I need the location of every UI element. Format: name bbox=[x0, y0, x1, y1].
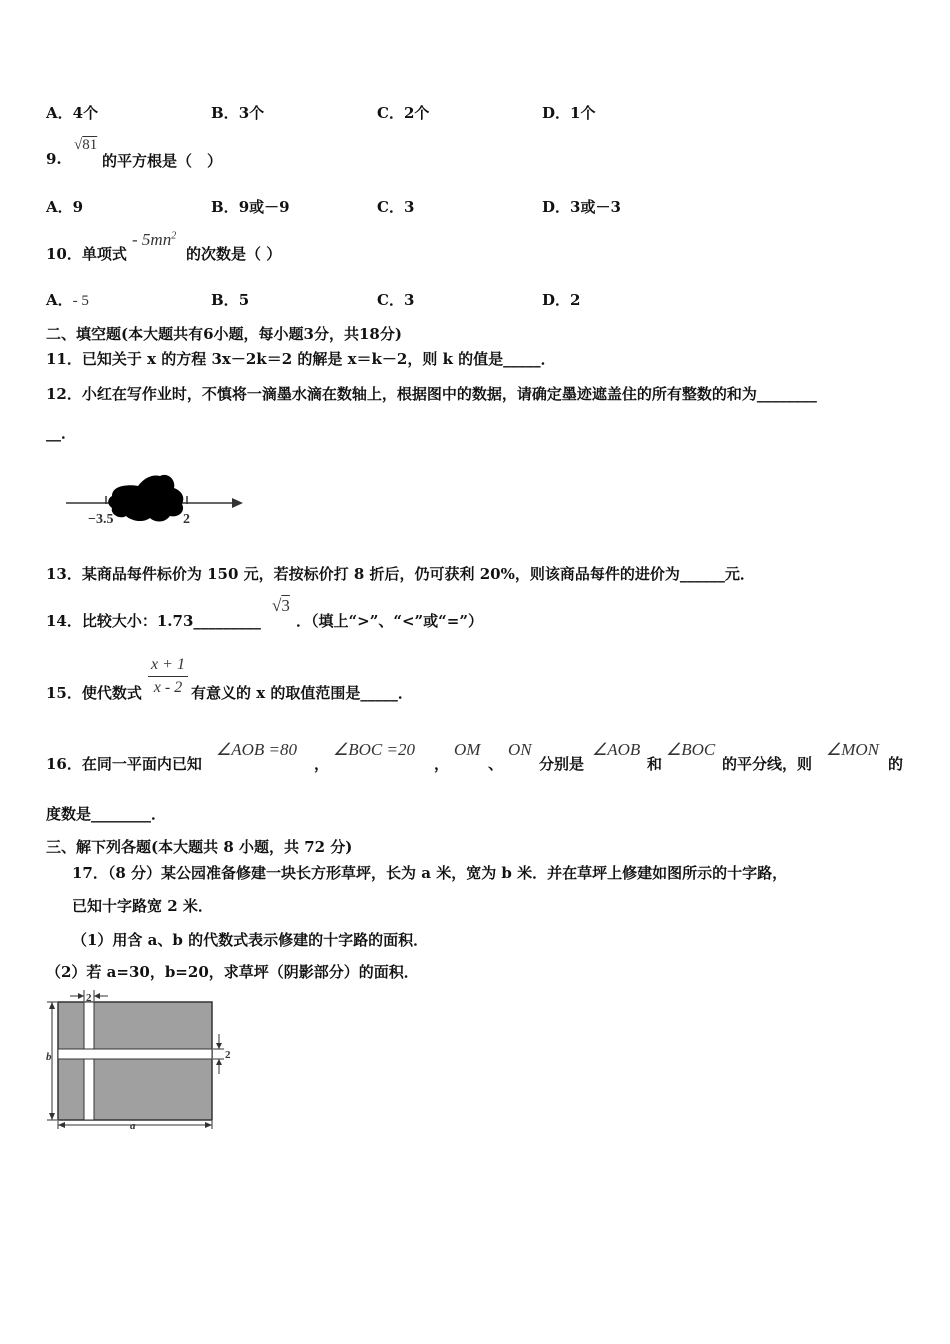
q16-mid1: 分别是 bbox=[539, 755, 585, 773]
number-line-arrow bbox=[232, 498, 243, 508]
q16-end: 的 bbox=[888, 755, 904, 773]
q11: 11．已知关于 x 的方程 3x－2k＝2 的解是 x＝k－2，则 k 的值是_____． bbox=[46, 350, 556, 368]
section-3-title: 三、解下列各题(本大题共 8 小题，共 72 分) bbox=[46, 838, 353, 856]
label-right: 2 bbox=[183, 512, 190, 527]
q9-option-b: B．9或－9 bbox=[211, 198, 290, 216]
ink-blot bbox=[108, 475, 183, 522]
q16-ray-on: ON bbox=[508, 740, 532, 759]
crossroad-figure bbox=[44, 988, 240, 1130]
q10-monomial: - $5mn^2$ bbox=[132, 230, 177, 249]
q16-sep2: ， bbox=[434, 755, 450, 773]
road-intersection bbox=[85, 1050, 93, 1058]
q9-number: 9. bbox=[46, 150, 62, 168]
vertical-road bbox=[84, 1002, 94, 1120]
dim-left-label: b bbox=[46, 1051, 52, 1063]
q8-option-a: A．4个 bbox=[46, 104, 99, 122]
q16-angle-aob-80: ∠AOB =80 bbox=[216, 740, 298, 759]
q10-number: 10．单项式 bbox=[46, 245, 127, 263]
q9-option-a: A．9 bbox=[46, 198, 84, 216]
q16-angle-boc-20: ∠BOC =20 bbox=[333, 740, 415, 759]
q14-prefix: 14．比较大小：1.73_________ bbox=[46, 612, 261, 630]
horizontal-road bbox=[58, 1049, 212, 1059]
q9-option-d: D．3或－3 bbox=[542, 198, 621, 216]
q12-line2: __． bbox=[46, 424, 77, 442]
q16-mid3: 的平分线，则 bbox=[722, 755, 813, 773]
q10-option-c: C．3 bbox=[377, 291, 415, 309]
number-line-figure bbox=[60, 468, 250, 530]
q14-suffix: ．（填上“>”、“<”或“=”） bbox=[296, 612, 483, 630]
q13: 13．某商品每件标价为 150 元，若按标价打 8 折后，仍可获利 20%，则该商品每件的进价为______元． bbox=[46, 565, 755, 583]
q8-option-b: B．3个 bbox=[211, 104, 265, 122]
q10-option-a: A．- 5 bbox=[46, 291, 89, 309]
dim-right-label: 2 bbox=[225, 1049, 231, 1061]
dim-top-label: 2 bbox=[86, 992, 92, 1004]
q16-angle-aob: ∠AOB bbox=[592, 740, 641, 759]
q10-option-b: B．5 bbox=[211, 291, 250, 309]
q15-denominator: x - 2 bbox=[153, 679, 183, 696]
q9-sqrt: √81 bbox=[74, 137, 98, 153]
q8-option-d: D．1个 bbox=[542, 104, 596, 122]
q15-numerator: x + 1 bbox=[151, 656, 185, 673]
q10-suffix: 的次数是（ ） bbox=[186, 245, 282, 263]
q16-mid2: 和 bbox=[647, 755, 663, 773]
q17-line1: 17．（8 分）某公园准备修建一块长方形草坪，长为 a 米，宽为 b 米．并在草坪上修建如图所示的十字路， bbox=[72, 864, 788, 882]
q8-option-c: C．2个 bbox=[377, 104, 430, 122]
q10-option-d: D．2 bbox=[542, 291, 581, 309]
q16-angle-mon: ∠MON bbox=[826, 740, 880, 759]
q14-sqrt: √3 bbox=[272, 596, 290, 615]
q16-prefix: 16．在同一平面内已知 bbox=[46, 755, 202, 773]
q16-line2: 度数是________． bbox=[46, 805, 167, 823]
lawn-rect bbox=[58, 1002, 212, 1120]
q16-sep3: 、 bbox=[488, 755, 504, 773]
label-left: −3.5 bbox=[88, 512, 114, 527]
q9-stem: 的平方根是（ ） bbox=[102, 152, 223, 170]
q15-prefix: 15．使代数式 bbox=[46, 684, 142, 702]
q12-line1: 12．小红在写作业时，不慎将一滴墨水滴在数轴上，根据图中的数据，请确定墨迹遮盖住的所有整数的和为________ bbox=[46, 385, 817, 403]
q15-suffix: 有意义的 x 的取值范围是_____． bbox=[191, 684, 413, 702]
dim-bottom-label: a bbox=[130, 1120, 136, 1130]
q17-part1: （1）用含 a、b 的代数式表示修建的十字路的面积． bbox=[72, 931, 429, 949]
q16-sep1: ， bbox=[314, 755, 330, 773]
q9-option-c: C．3 bbox=[377, 198, 415, 216]
q16-ray-om: OM bbox=[454, 740, 481, 759]
q17-line2: 已知十字路宽 2 米． bbox=[72, 897, 213, 915]
q17-part2: （2）若 a=30，b=20，求草坪（阴影部分）的面积． bbox=[46, 963, 419, 981]
q16-angle-boc: ∠BOC bbox=[666, 740, 716, 759]
q15-fraction bbox=[148, 656, 188, 697]
section-2-title: 二、填空题(本大题共有6小题，每小题3分，共18分) bbox=[46, 325, 402, 343]
